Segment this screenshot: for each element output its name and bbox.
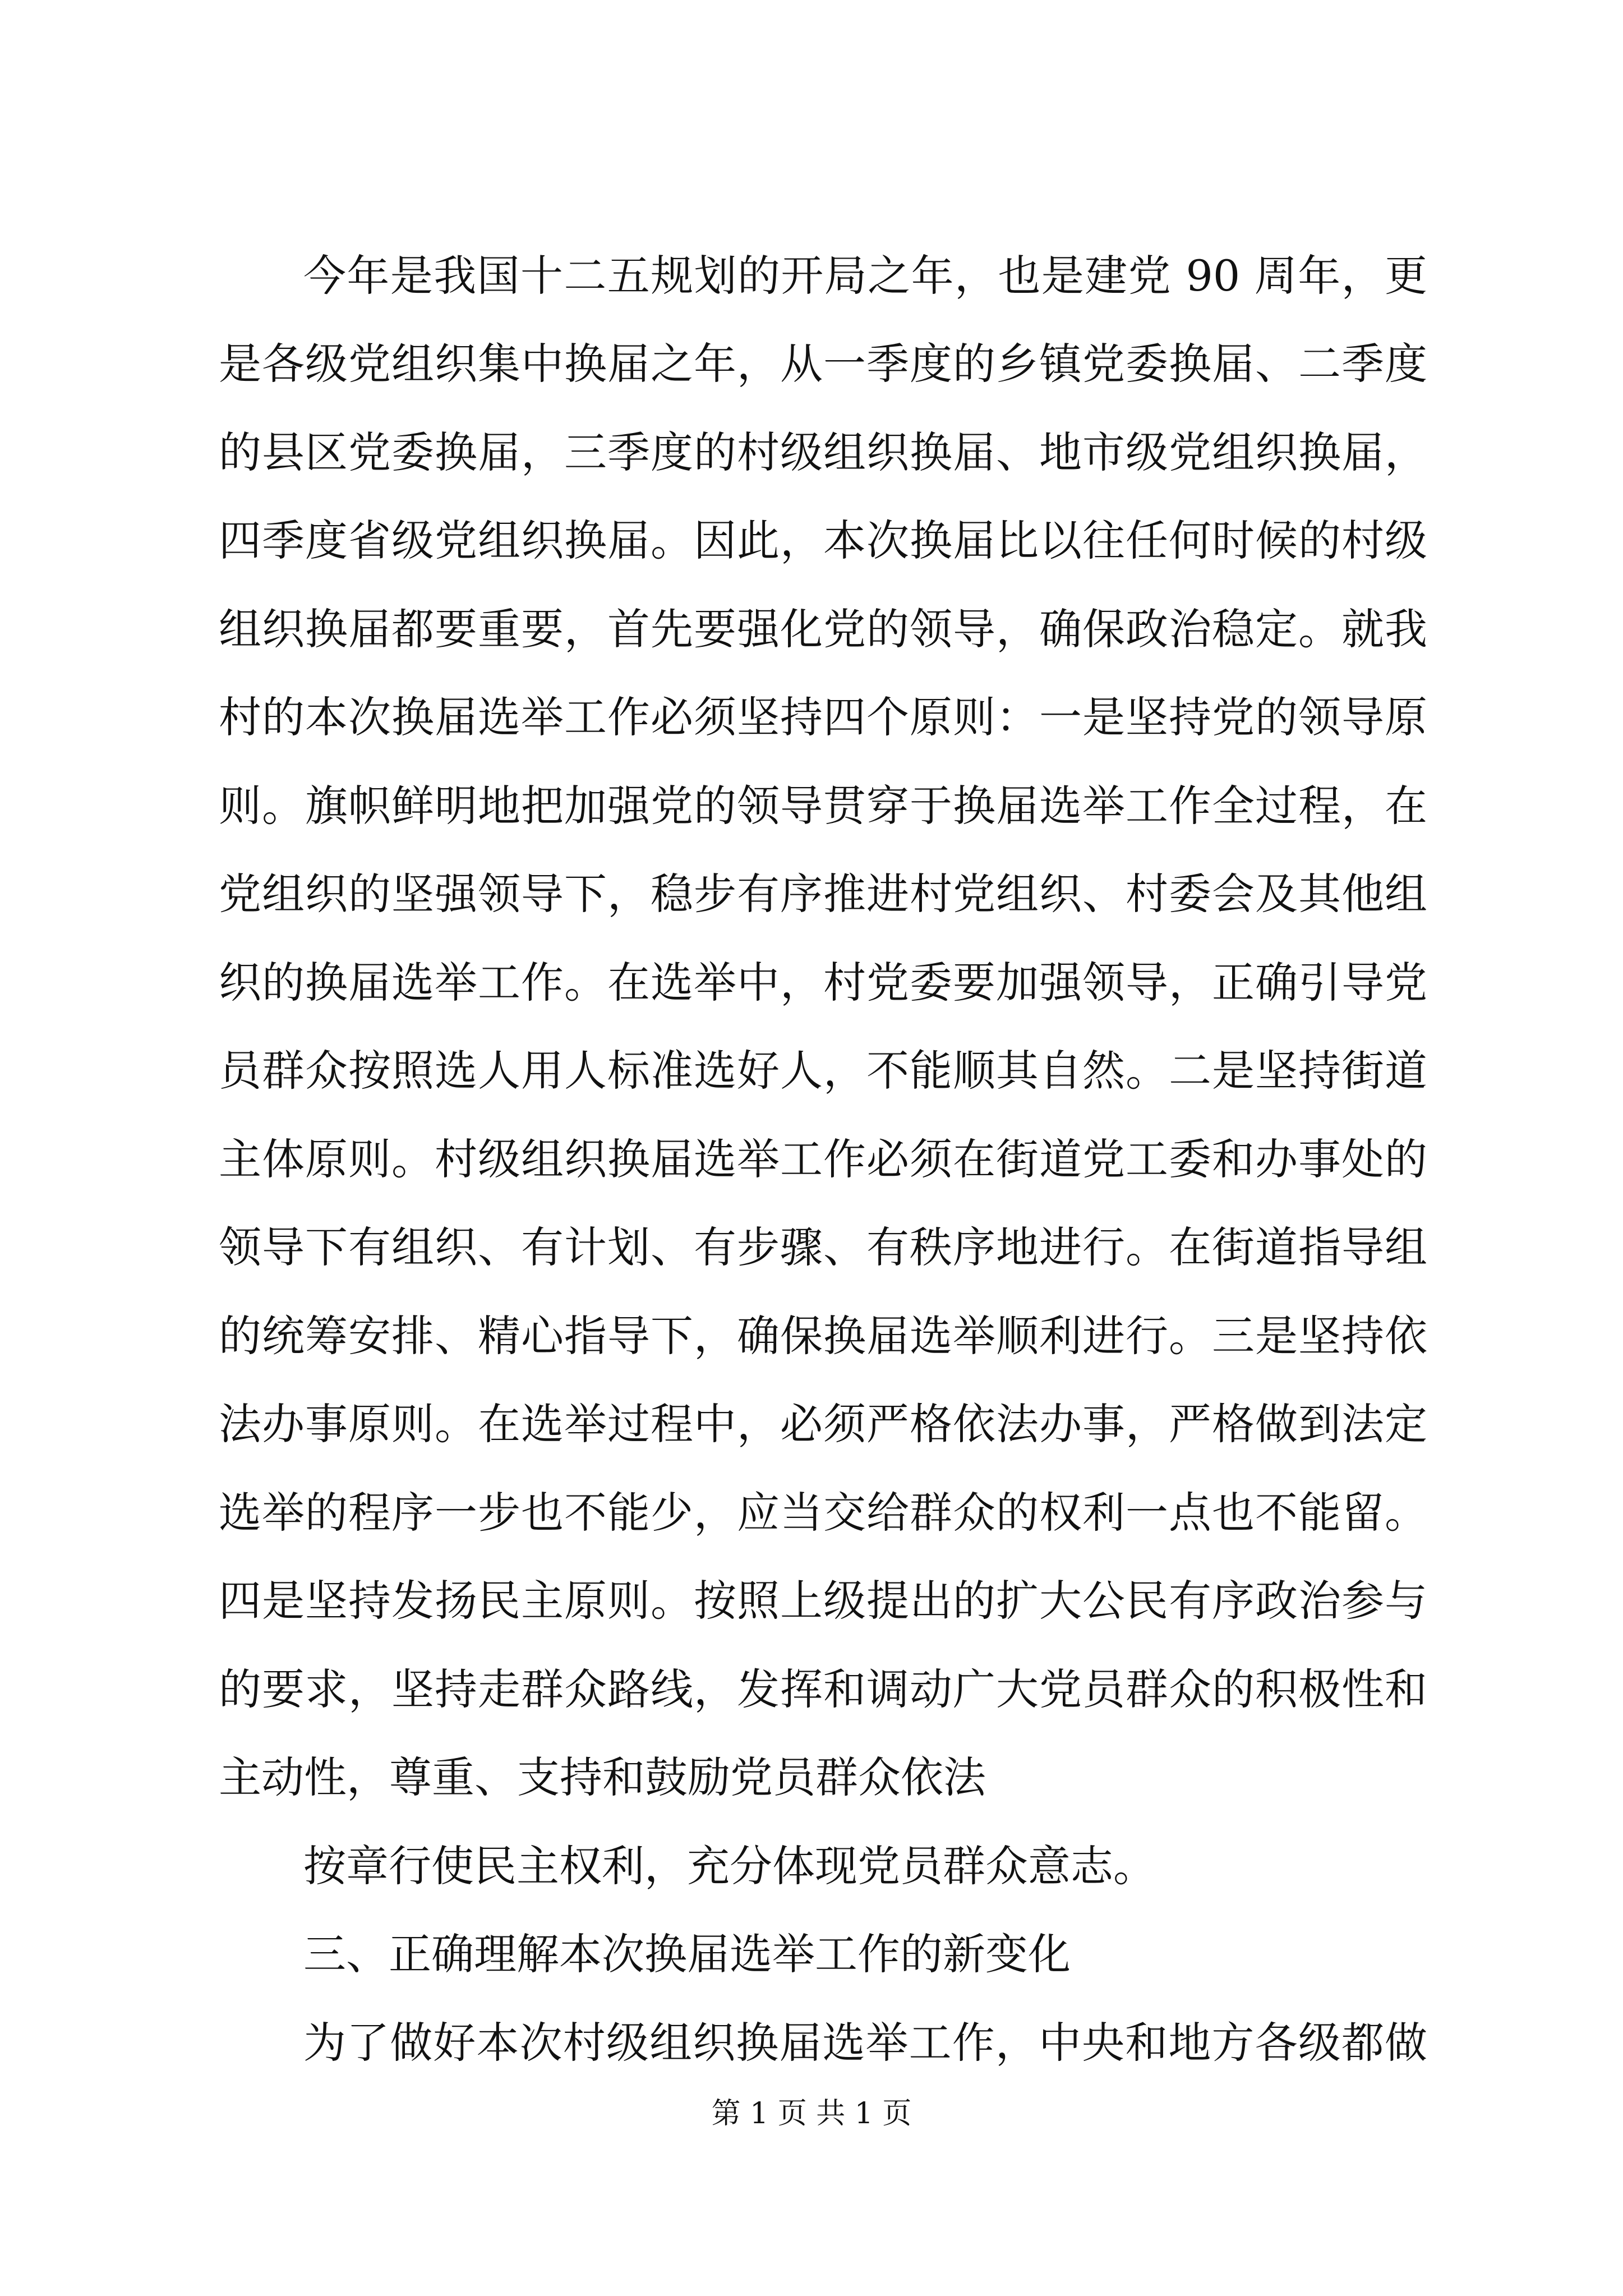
paragraph-3-line-1: 为了做好本次村级组织换届选举工作，中央和地方各级都做 [303, 2018, 1427, 2068]
paragraph-1-line-17: 的要求，坚持走群众路线，发挥和调动广大党员群众的积极性和 [219, 1664, 1427, 1714]
paragraph-1-line-4: 四季度省级党组织换届。因此，本次换届比以往任何时候的村级 [219, 516, 1427, 565]
paragraph-1-line-15: 选举的程序一步也不能少，应当交给群众的权利一点也不能留。 [219, 1488, 1427, 1538]
paragraph-1-line-13: 的统筹安排、精心指导下，确保换届选举顺利进行。三是坚持依 [219, 1311, 1427, 1361]
paragraph-1-line-8: 党组织的坚强领导下，稳步有序推进村党组织、村委会及其他组 [219, 869, 1427, 919]
paragraph-1-line-12: 领导下有组织、有计划、有步骤、有秩序地进行。在街道指导组 [219, 1222, 1427, 1272]
section-heading-3: 三、正确理解本次换届选举工作的新变化 [303, 1929, 1071, 1979]
paragraph-1-line-1: 今年是我国十二五规划的开局之年，也是建党 90 周年，更 [303, 251, 1427, 301]
paragraph-1-line-11: 主体原则。村级组织换届选举工作必须在街道党工委和办事处的 [219, 1134, 1427, 1184]
paragraph-1-line-6: 村的本次换届选举工作必须坚持四个原则：一是坚持党的领导原 [219, 692, 1427, 742]
paragraph-1-line-2: 是各级党组织集中换届之年，从一季度的乡镇党委换届、二季度 [219, 339, 1427, 389]
paragraph-1-line-18: 主动性，尊重、支持和鼓励党员群众依法 [219, 1752, 986, 1802]
paragraph-1-line-14: 法办事原则。在选举过程中，必须严格依法办事，严格做到法定 [219, 1399, 1427, 1449]
page-footer: 第 1 页 共 1 页 [711, 2097, 912, 2131]
paragraph-1-line-9: 织的换届选举工作。在选举中，村党委要加强领导，正确引导党 [219, 958, 1427, 1007]
paragraph-1-line-10: 员群众按照选人用人标准选好人，不能顺其自然。二是坚持街道 [219, 1046, 1427, 1096]
paragraph-2: 按章行使民主权利，充分体现党员群众意志。 [303, 1841, 1156, 1891]
paragraph-1-line-5: 组织换届都要重要，首先要强化党的领导，确保政治稳定。就我 [219, 604, 1427, 654]
paragraph-1-line-16: 四是坚持发扬民主原则。按照上级提出的扩大公民有序政治参与 [219, 1576, 1427, 1626]
paragraph-1-line-7: 则。旗帜鲜明地把加强党的领导贯穿于换届选举工作全过程，在 [219, 781, 1427, 831]
paragraph-1-line-3: 的县区党委换届，三季度的村级组织换届、地市级党组织换届， [219, 427, 1427, 477]
